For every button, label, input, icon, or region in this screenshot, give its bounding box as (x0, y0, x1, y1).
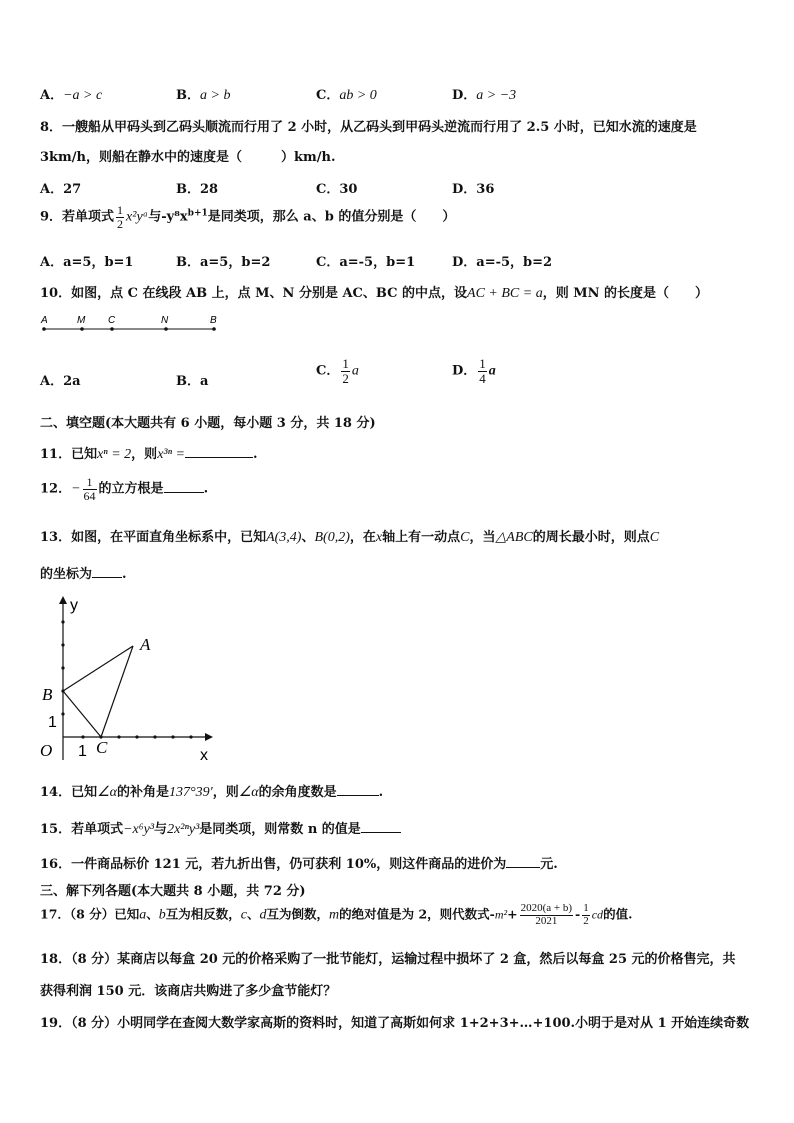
point-c-label: C (108, 315, 116, 326)
q14-answer-blank[interactable] (337, 795, 379, 796)
segment-bc (63, 691, 101, 737)
q7-option-b: B．a > b (176, 88, 231, 103)
q19-line1: 19．（8 分）小明同学在查阅大数学家高斯的资料时，知道了高斯如何求 1+2+3+…+100.小明于是对从 1 开始连续奇数 (40, 1016, 750, 1031)
point-a-dot (42, 327, 46, 331)
q8-line1: 8．一艘船从甲码头到乙码头顺流而行用了 2 小时，从乙码头到甲码头逆流而行用了 2.5 小时，已知水流的速度是 (40, 120, 697, 135)
q12-answer-blank[interactable] (164, 492, 204, 493)
q13-line2: 的坐标为 . (40, 567, 127, 582)
point-n-label: N (161, 315, 169, 326)
segment-ac (101, 646, 133, 737)
coordinate-graph (30, 590, 230, 770)
q10-option-a: A．2a (40, 374, 81, 389)
q7-option-a: A．−a > c (40, 88, 103, 103)
q8-option-a: A．27 (40, 182, 82, 197)
q16-answer-blank[interactable] (506, 867, 540, 868)
q15-answer-blank[interactable] (361, 832, 401, 833)
q15-stem: 15．若单项式−x⁶y³与2x²ⁿy³是同类项，则常数 n 的值是 (40, 818, 401, 838)
section-3-heading: 三、解下列各题(本大题共 8 小题，共 72 分) (40, 884, 306, 899)
segment-diagram (38, 312, 228, 336)
q10-option-d: D． $\frac{1}{4}$ a (452, 356, 496, 386)
q17-stem: 17．（8 分）已知a、b互为相反数，c、d互为倒数，m的绝对值是为 2，则代数式-m²+ $\frac{2020(a + b)}{2021}$ - $\frac{1}{2}$ cd的值. (40, 902, 633, 927)
point-m-dot (80, 327, 84, 331)
q10-option-b: B．a (176, 374, 209, 389)
y-unit-label: 1 (48, 714, 57, 731)
q12-stem: 12．− $\frac{1}{64}$ 的立方根是 . (40, 475, 209, 503)
q18-line1: 18．（8 分）某商店以每盒 20 元的价格采购了一批节能灯，运输过程中损坏了 2 盒，然后以每盒 25 元的价格售完，共 (40, 952, 736, 967)
q11-stem: 11．已知xⁿ = 2，则x³ⁿ = . (40, 447, 258, 462)
x-axis-label: x (200, 747, 208, 764)
point-b-label: B (210, 315, 217, 326)
q8-option-b: B．28 (176, 182, 219, 197)
q7-option-c: C．ab > 0 (316, 88, 377, 103)
q9-option-c: C．a=-5，b=1 (316, 255, 416, 270)
q9-stem: 9．若单项式 $\frac{1}{2}$ x²yᵃ与$-y^8x^{b+1}$是同类项，那么 a、b 的值分别是（ ） (40, 203, 456, 231)
q14-stem: 14．已知∠α的补角是137°39′，则∠α的余角度数是 . (40, 785, 384, 800)
point-b-label: B (42, 685, 53, 704)
point-m-label: M (77, 315, 86, 326)
q10-stem: 10．如图，点 C 在线段 AB 上，点 M、N 分别是 AC、BC 的中点，设AC + BC = a，则 MN 的长度是（ ） (40, 286, 709, 301)
q16-stem: 16．一件商品标价 121 元，若九折出售，仍可获利 10%，则这件商品的进价为 元. (40, 857, 558, 872)
point-a-label: A (41, 315, 48, 326)
y-axis-arrow (59, 596, 67, 604)
section-2-heading: 二、填空题(本大题共有 6 小题，每小题 3 分，共 18 分) (40, 416, 376, 431)
q8-line2: 3km/h，则船在静水中的速度是（ ）km/h. (40, 150, 336, 165)
point-b-dot (212, 327, 216, 331)
q9-option-d: D．a=-5，b=2 (452, 255, 553, 270)
q18-line2: 获得利润 150 元．该商店共购进了多少盒节能灯？ (40, 984, 337, 999)
point-n-dot (164, 327, 168, 331)
q11-answer-blank[interactable] (185, 457, 253, 458)
point-c-label: C (96, 738, 108, 757)
q8-option-c: C．30 (316, 182, 358, 197)
origin-label: O (40, 741, 53, 760)
q7-option-d: D．a > −3 (452, 88, 517, 103)
point-a-label: A (140, 635, 151, 654)
x-axis-arrow (205, 733, 213, 741)
q10-option-c: C． $\frac{1}{2}$ a (316, 356, 359, 386)
q9-option-a: A．a=5，b=1 (40, 255, 134, 270)
q13-line1: 13．如图，在平面直角坐标系中，已知A(3,4)、B(0,2)，在x轴上有一动点C，当△ABC的周长最小时，则点C (40, 530, 660, 545)
q9-option-b: B．a=5，b=2 (176, 255, 271, 270)
segment-ba (63, 646, 133, 691)
point-c-dot (110, 327, 114, 331)
x-unit-label: 1 (78, 743, 87, 760)
q8-option-d: D．36 (452, 182, 495, 197)
y-axis-label: y (70, 597, 78, 614)
q13-answer-blank[interactable] (92, 577, 122, 578)
